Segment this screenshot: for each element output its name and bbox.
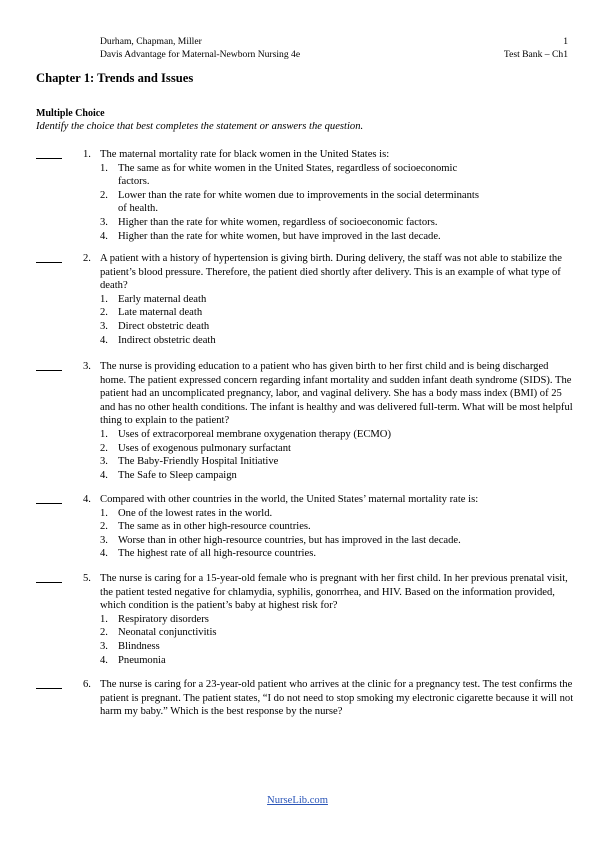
option-number: 4. [100,548,108,560]
footer-link[interactable]: NurseLib.com [267,795,328,806]
answer-option [100,442,576,456]
answer-blank[interactable] [36,360,62,371]
question-number: 1. [83,149,91,160]
option-text: Indirect obstetric death [118,334,216,346]
section-instructions: Identify the choice that best completes the statement or answers the question. [36,121,364,132]
option-text: The Safe to Sleep campaign [118,469,237,481]
question-number: 5. [83,573,91,584]
option-number: 3. [100,320,108,332]
footer [0,794,595,808]
question-text: Compared with other countries in the world, the United States’ maternal mortality rate is: [100,494,479,505]
option-text: Late maternal death [118,307,203,319]
answer-option [100,428,576,442]
question-item [36,148,576,243]
answer-blank[interactable] [36,678,62,689]
question-text: The nurse is caring for a 23-year-old patient who arrives at the clinic for a pregnancy test. The test confirms the patient is pregnant. The patient states, “I do not need to stop smoking my electronic cigarette because it will not harm my baby.” Which is the best response by the nurse? [100,679,574,718]
option-number: 1. [100,428,108,440]
answer-blank[interactable] [36,493,62,504]
question-number: 2. [83,253,91,264]
option-text: The Baby-Friendly Hospital Initiative [118,456,279,468]
question-item [36,678,576,719]
question-number: 6. [83,679,91,690]
option-number: 1. [100,507,108,519]
header-book-title: Davis Advantage for Maternal-Newborn Nursing 4e [100,49,301,60]
answer-option [100,469,576,483]
option-number: 1. [100,162,108,174]
option-text: Neonatal conjunctivitis [118,627,217,639]
option-number: 3. [100,216,108,228]
chapter-title: Chapter 1: Trends and Issues [36,71,194,85]
answer-option [100,520,576,534]
option-number: 4. [100,230,108,242]
option-number: 2. [100,189,108,201]
option-text: Higher than the rate for white women, but have improved in the last decade. [118,230,441,242]
option-text: Uses of exogenous pulmonary surfactant [118,442,291,454]
option-number: 4. [100,654,108,666]
option-number: 3. [100,640,108,652]
header-authors: Durham, Chapman, Miller [100,36,202,47]
answer-blank[interactable] [36,252,62,263]
answer-option [100,455,576,469]
question-item [36,572,576,667]
question-stem [36,360,576,428]
option-text: Worse than in other high-resource countries, but has improved in the last decade. [118,534,461,546]
option-number: 1. [100,293,108,305]
answer-blank[interactable] [36,572,62,583]
option-number: 2. [100,442,108,454]
question-number: 3. [83,361,91,372]
header-page-number: 1 [563,36,568,47]
answer-option [100,507,576,521]
option-text: Higher than the rate for white women, regardless of socioeconomic factors. [118,216,438,228]
section-title: Multiple Choice [36,108,105,119]
option-text: Blindness [118,640,160,652]
option-text: The same as in other high-resource countries. [118,521,311,533]
option-number: 2. [100,521,108,533]
question-item [36,360,576,482]
answer-option [100,654,576,668]
question-stem [36,493,576,507]
answer-option [100,216,576,230]
option-number: 3. [100,456,108,468]
option-number: 2. [100,627,108,639]
answer-option [100,320,576,334]
option-text: The same as for white women in the United States, regardless of socioeconomic factors. [118,162,458,188]
header-test-bank-label: Test Bank – Ch1 [503,49,568,60]
option-number: 2. [100,307,108,319]
question-stem [36,252,576,293]
answer-option [100,626,576,640]
answer-blank[interactable] [36,148,62,159]
answer-option [100,534,576,548]
question-text: The maternal mortality rate for black women in the United States is: [100,149,390,160]
option-number: 4. [100,334,108,346]
answer-option [100,306,576,320]
answer-option [100,189,480,216]
question-item [36,252,576,347]
option-text: Lower than the rate for white women due to improvements in the social determinants of health. [118,189,479,215]
option-text: One of the lowest rates in the world. [118,507,273,519]
question-text: A patient with a history of hypertension is giving birth. During delivery, the staff was not able to stabilize the patient’s blood pressure. Therefore, the patient died shortly after delivery. This is an example of what type of death? [100,253,562,292]
option-text: Uses of extracorporeal membrane oxygenation therapy (ECMO) [118,428,391,440]
option-number: 1. [100,613,108,625]
answer-option [100,640,576,654]
answer-option [100,334,576,348]
option-number: 4. [100,469,108,481]
answer-option [100,547,576,561]
option-text: The highest rate of all high-resource countries. [118,548,316,560]
option-text: Direct obstetric death [118,320,210,332]
question-text: The nurse is providing education to a patient who has given birth to her first child and is being discharged home. The patient expressed concern regarding infant mortality and sudden infant death syndrome (SIDS). The patient had an uncomplicated pregnancy, labor, and vaginal delivery. She has a body mass index (BMI) of 25 and has no other health conditions. The infant is healthy and was delivered full-term. What will be most helpful thing to explain to the patient? [100,361,573,427]
answer-option [100,230,576,244]
option-text: Pneumonia [118,654,166,666]
answer-option [100,162,480,189]
question-number: 4. [83,494,91,505]
option-number: 3. [100,534,108,546]
option-text: Early maternal death [118,293,207,305]
option-text: Respiratory disorders [118,613,209,625]
question-item [36,493,576,561]
answer-option [100,293,576,307]
question-stem [36,148,576,162]
question-stem [36,572,576,613]
answer-option [100,613,576,627]
question-text: The nurse is caring for a 15-year-old female who is pregnant with her first child. In her previous prenatal visit, the patient tested negative for chlamydia, syphilis, gonorrhea, and HIV. Based on the information provided, which condition is the patient’s baby at highest risk for? [100,573,568,612]
question-stem [36,678,576,719]
